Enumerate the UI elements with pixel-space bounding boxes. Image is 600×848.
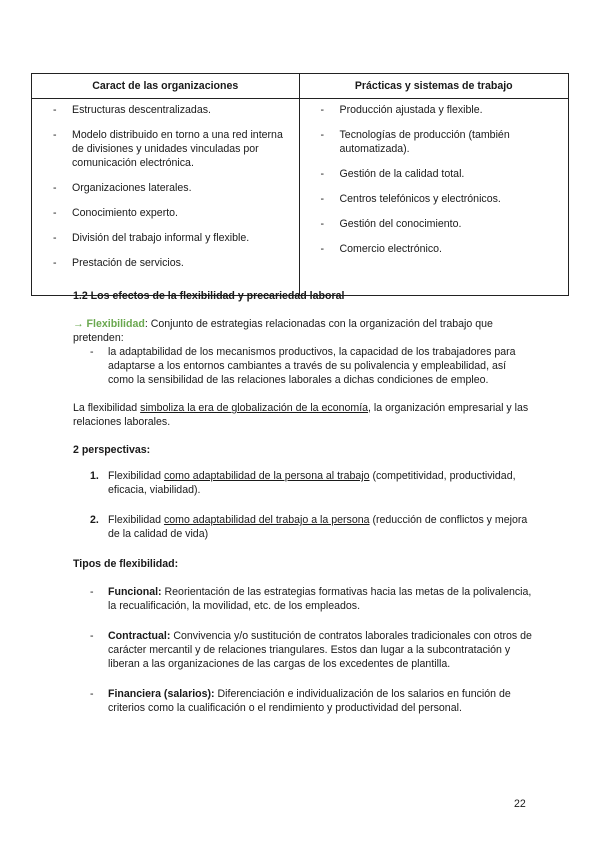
underlined-text: como adaptabilidad de la persona al trabajo: [163, 470, 370, 482]
list-item: [32, 181, 293, 195]
dash-bullet: -: [320, 218, 325, 230]
list-item: [73, 513, 533, 541]
list-item-text: Gestión de la calidad total.: [339, 168, 465, 180]
list-item-text: Flexibilidad: [108, 470, 164, 482]
list-item-text: Flexibilidad: [108, 514, 164, 526]
list-item-text: Estructuras descentralizadas.: [72, 104, 211, 116]
list-item-text: Prestación de servicios.: [72, 257, 184, 269]
underlined-text: como adaptabilidad del trabajo a la persona: [163, 514, 370, 526]
list-item-text: Producción ajustada y flexible.: [339, 104, 483, 116]
list-item-text: Diferenciación e individualización de los salarios en función de criterios como la cualificación o el rendimiento y productividad del personal.: [108, 688, 511, 714]
dash-bullet: -: [90, 630, 94, 642]
flexibility-bullets: [73, 345, 533, 387]
arrow-icon: →: [73, 318, 84, 330]
list-item: [300, 103, 562, 117]
list-item: [73, 629, 533, 671]
list-item-text: Reorientación de las estrategias formativas hacia las metas de la polivalencia, la recualificación, la movilidad, etc. de los empleados.: [108, 586, 532, 612]
list-number: 2.: [90, 514, 99, 526]
dash-bullet: -: [90, 688, 94, 700]
type-term: Funcional:: [108, 586, 162, 598]
page-number: 22: [514, 798, 526, 810]
list-item: [300, 167, 562, 181]
comparison-table: [31, 73, 569, 296]
list-item-text: Centros telefónicos y electrónicos.: [339, 193, 501, 205]
dash-bullet: -: [53, 129, 57, 141]
paragraph-text: La flexibilidad: [73, 402, 141, 414]
list-item: [32, 206, 293, 220]
list-item: [32, 103, 293, 117]
flexibility-definition-text: : Conjunto de estrategias relacionadas con la organización del trabajo que pretenden:: [73, 318, 493, 344]
list-number: 1.: [90, 470, 99, 482]
table-header-right: Prácticas y sistemas de trabajo: [299, 74, 568, 99]
organizations-list: [32, 103, 293, 270]
flexibility-term: Flexibilidad: [86, 318, 145, 330]
list-item-text: Tecnologías de producción (también automatizada).: [339, 129, 510, 155]
list-item-text: Organizaciones laterales.: [72, 182, 192, 194]
list-item-text: Comercio electrónico.: [339, 243, 442, 255]
practices-list: [300, 103, 562, 256]
list-item: [300, 242, 562, 256]
list-item-text: la adaptabilidad de los mecanismos productivos, la capacidad de los trabajadores para adaptarse a los entornos cambiantes a través de su polivalencia y empleabilidad, así como la sensibilidad de las relaciones laborales a dichas condiciones de empleo.: [108, 346, 516, 386]
table-cell-left: [32, 99, 300, 296]
list-item-text: (reducción de conflictos y mejora de la calidad de vida): [108, 514, 528, 540]
type-term: Contractual:: [108, 630, 171, 642]
list-item-text: Convivencia y/o sustitución de contratos laborales tradicionales con otros de carácter mercantil y de relaciones triangulares. Estos dan lugar a la subcontratación y liberan a las organizaciones de las cargas de los excedentes de plantilla.: [108, 630, 532, 670]
flexibility-definition: [73, 317, 533, 345]
dash-bullet: -: [320, 129, 325, 141]
list-item: [73, 687, 533, 715]
perspectives-list: [73, 469, 533, 541]
list-item: [32, 256, 293, 270]
list-item-text: Gestión del conocimiento.: [339, 218, 462, 230]
perspectives-title: 2 perspectivas:: [73, 444, 151, 456]
dash-bullet: -: [53, 232, 57, 244]
list-item: [73, 585, 533, 613]
types-list: [73, 585, 533, 715]
section-title: 1.2 Los efectos de la flexibilidad y precariedad laboral: [73, 290, 345, 302]
table-cell-right: [299, 99, 568, 296]
dash-bullet: -: [53, 207, 57, 219]
list-item-text: Conocimiento experto.: [72, 207, 178, 219]
list-item: [300, 217, 562, 231]
list-item-text: División del trabajo informal y flexible.: [72, 232, 250, 244]
main-content: [73, 289, 533, 731]
dash-bullet: -: [320, 193, 325, 205]
paragraph-text: , la organización empresarial y las relaciones laborales.: [73, 402, 529, 428]
dash-bullet: -: [320, 104, 325, 116]
table-header-left: Caract de las organizaciones: [32, 74, 300, 99]
list-item-text: Modelo distribuido en torno a una red interna de divisiones y unidades vinculadas por comunicación electrónica.: [72, 129, 283, 169]
dash-bullet: -: [53, 104, 57, 116]
list-item: [300, 192, 562, 206]
dash-bullet: -: [320, 243, 325, 255]
list-item: [73, 469, 533, 497]
globalization-paragraph: [73, 401, 533, 429]
list-item: [32, 231, 293, 245]
dash-bullet: -: [53, 257, 57, 269]
list-item-text: (competitividad, productividad, eficacia, viabilidad).: [108, 470, 516, 496]
underlined-text: simboliza la era de globalización de la economía: [140, 402, 369, 414]
list-item: [73, 345, 533, 387]
list-item: [32, 128, 293, 170]
list-item: [300, 128, 562, 156]
type-term: Financiera (salarios):: [108, 688, 215, 700]
dash-bullet: -: [320, 168, 325, 180]
dash-bullet: -: [90, 346, 94, 358]
types-title: Tipos de flexibilidad:: [73, 558, 179, 570]
dash-bullet: -: [53, 182, 57, 194]
dash-bullet: -: [90, 586, 94, 598]
